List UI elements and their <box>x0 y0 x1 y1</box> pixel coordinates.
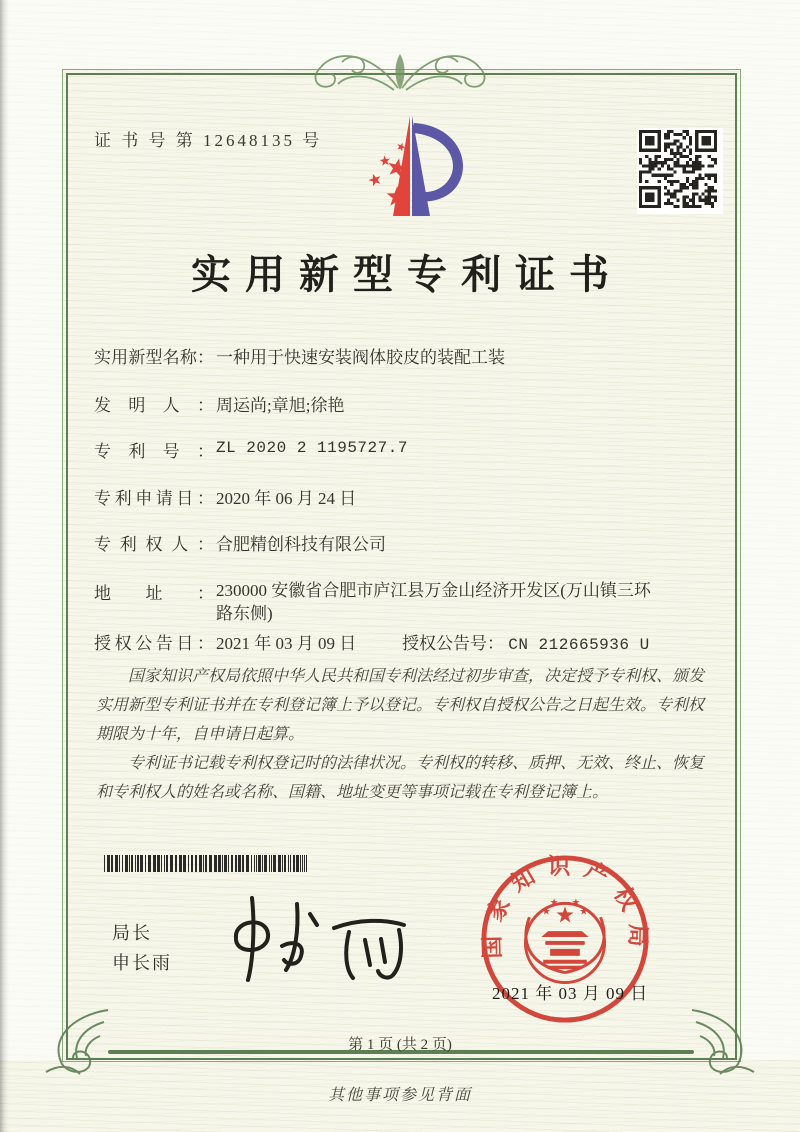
field-value: 一种用于快速安装阀体胶皮的装配工装 <box>216 348 505 367</box>
national-emblem-icon <box>525 898 604 982</box>
field-label: 专利号： <box>94 442 214 461</box>
certificate-title: 实用新型专利证书 <box>191 252 623 297</box>
field-row-grant-number <box>402 629 650 654</box>
field-value: CN 212665936 U <box>508 636 650 654</box>
field-row-patentee <box>94 530 386 555</box>
legal-paragraph: 国家知识产权局依照中华人民共和国专利法经过初步审查，决定授予专利权、颁发实用新型专利证书并在专利登记簿上予以登记。专利权自授权公告之日起生效。专利权期限为十年，自申请日起算。 <box>96 668 705 743</box>
field-value: 230000 安徽省合肥市庐江县万金山经济开发区(万山镇三环路东侧) <box>216 581 651 623</box>
seal-ring-text: 国家知识产权局 <box>479 854 651 959</box>
legal-paragraph: 专利证书记载专利权登记时的法律状况。专利权的转移、质押、无效、终止、恢复和专利权人的姓名或名称、国籍、地址变更等事项记载在专利登记簿上。 <box>96 755 705 801</box>
scan-edge-shadow <box>0 0 9 1132</box>
field-value: 合肥精创科技有限公司 <box>216 535 386 554</box>
qr-code <box>637 128 723 214</box>
director-signature <box>222 886 417 993</box>
field-row-grant-date <box>94 629 356 654</box>
right-margin <box>739 69 800 1060</box>
field-row-inventors <box>94 391 344 416</box>
barcode-icon <box>104 855 310 872</box>
field-label: 专利申请日： <box>94 489 214 508</box>
field-label: 专利权人： <box>94 535 214 554</box>
field-label: 地址： <box>94 584 214 603</box>
cnipa-logo <box>352 110 466 229</box>
commissioner-title: 局长 <box>112 923 152 943</box>
field-row-filing-date <box>94 484 356 509</box>
qr-code-icon <box>639 130 717 208</box>
back-side-note: 其他事项参见背面 <box>327 1087 472 1104</box>
field-value: 2020 年 06 月 24 日 <box>216 489 357 508</box>
floral-ornament-icon <box>308 42 492 100</box>
legal-text <box>96 662 708 807</box>
field-label: 实用新型名称： <box>94 348 214 367</box>
field-value: 2021 年 03 月 09 日 <box>216 634 357 653</box>
field-label: 发明人： <box>94 396 214 415</box>
corner-flourish-icon <box>686 1006 758 1078</box>
page-number: 第 1 页 (共 2 页) <box>348 1037 452 1053</box>
cnipa-logo-icon <box>352 110 466 224</box>
field-row-address <box>94 579 658 625</box>
official-seal <box>476 850 654 1033</box>
field-label: 授权公告号： <box>402 634 504 653</box>
handwritten-signature-icon <box>222 886 417 988</box>
field-label: 授权公告日： <box>94 634 214 653</box>
barcode <box>104 855 310 877</box>
field-value: ZL 2020 2 1195727.7 <box>216 439 408 457</box>
seal-date: 2021 年 03 月 09 日 <box>492 984 649 1003</box>
left-margin <box>0 69 62 1060</box>
field-value: 周运尚;章旭;徐艳 <box>216 396 345 415</box>
field-row-name <box>94 343 505 368</box>
field-row-patent-number <box>94 437 408 462</box>
corner-flourish-icon <box>42 1006 114 1078</box>
certificate-number: 证 书 号 第 12648135 号 <box>94 131 323 150</box>
commissioner-name: 申长雨 <box>112 953 172 973</box>
